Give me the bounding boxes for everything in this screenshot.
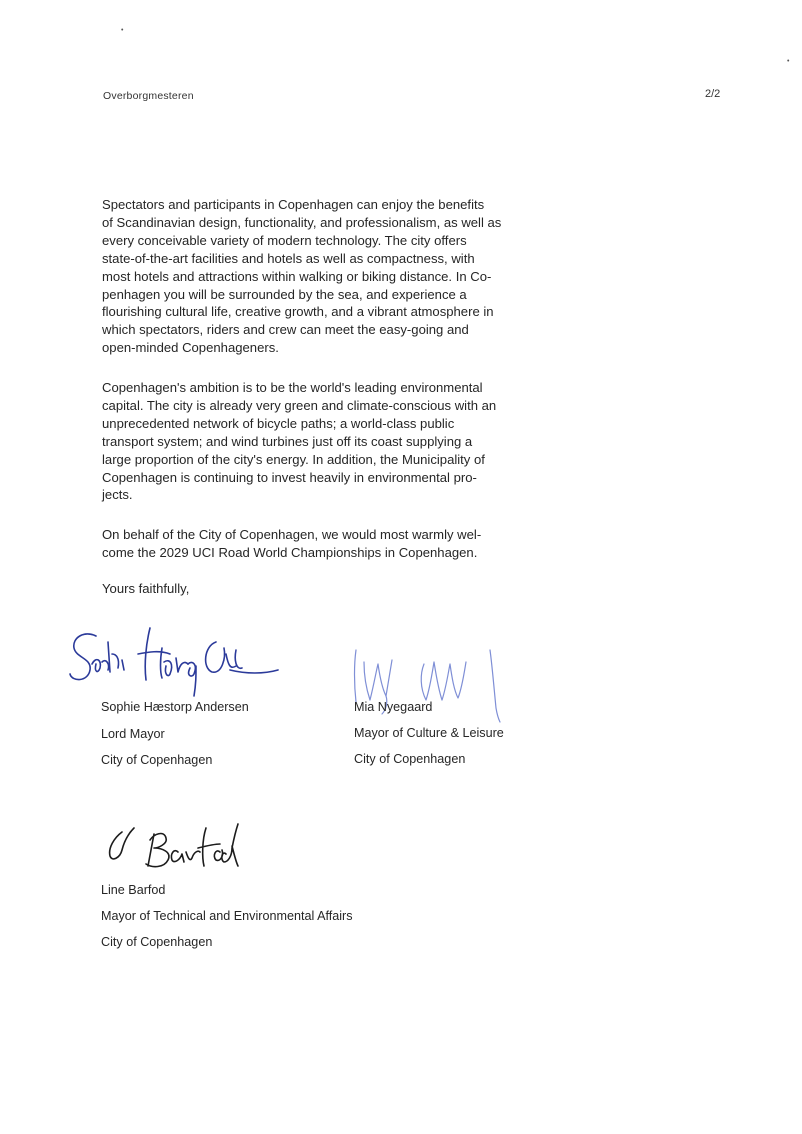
- signatory-1-name: Sophie Hæstorp Andersen: [101, 700, 249, 714]
- scan-speck: •: [787, 58, 790, 65]
- paragraph-benefits: Spectators and participants in Copenhagen can enjoy the benefits of Scandinavian design, functionality, and professionalism, as well as every conceivable variety of modern technology. The city offers state-of-the-art facilities and hotels as well as compactness, with most hotels and attractions within walking or biking distance. In Co- penhagen you will be surrounded by the sea, and experience a flourishing cultural life, creative growth, and a vibrant atmosphere in which spectators, riders and crew can meet the easy-going and open-minded Copenhageners.: [102, 197, 502, 356]
- closing-salutation: Yours faithfully,: [102, 581, 190, 596]
- signature-line-barfod: [102, 818, 277, 874]
- signatory-2-title: Mayor of Culture & Leisure: [354, 726, 504, 740]
- signatory-3-name: Line Barfod: [101, 883, 166, 897]
- signatory-2-name: Mia Nyegaard: [354, 700, 433, 714]
- paragraph-environment: Copenhagen's ambition is to be the world's leading environmental capital. The city is already very green and climate-conscious with an unprecedented network of bicycle paths; a world-class public transport system; and wind turbines just off its coast supplying a large proportion of the city's energy. In addition, the Municipality of Copenhagen is continuing to invest heavily in environmental pro- jects.: [102, 380, 497, 503]
- scan-speck: •: [121, 27, 124, 34]
- page-number: 2/2: [705, 88, 721, 100]
- letter-body: [102, 196, 547, 616]
- department-header: Overborgmesteren: [103, 90, 194, 102]
- signatory-2-organization: City of Copenhagen: [354, 752, 466, 766]
- signatory-1-title: Lord Mayor: [101, 727, 165, 741]
- signatory-1-organization: City of Copenhagen: [101, 753, 213, 767]
- signature-sophie-haestorp-andersen: [66, 624, 281, 704]
- signatory-3-organization: City of Copenhagen: [101, 935, 213, 949]
- signatory-3-title: Mayor of Technical and Environmental Affairs: [101, 909, 353, 923]
- paragraph-welcome: On behalf of the City of Copenhagen, we would most warmly wel- come the 2029 UCI Road World Championships in Copenhagen.: [102, 527, 482, 560]
